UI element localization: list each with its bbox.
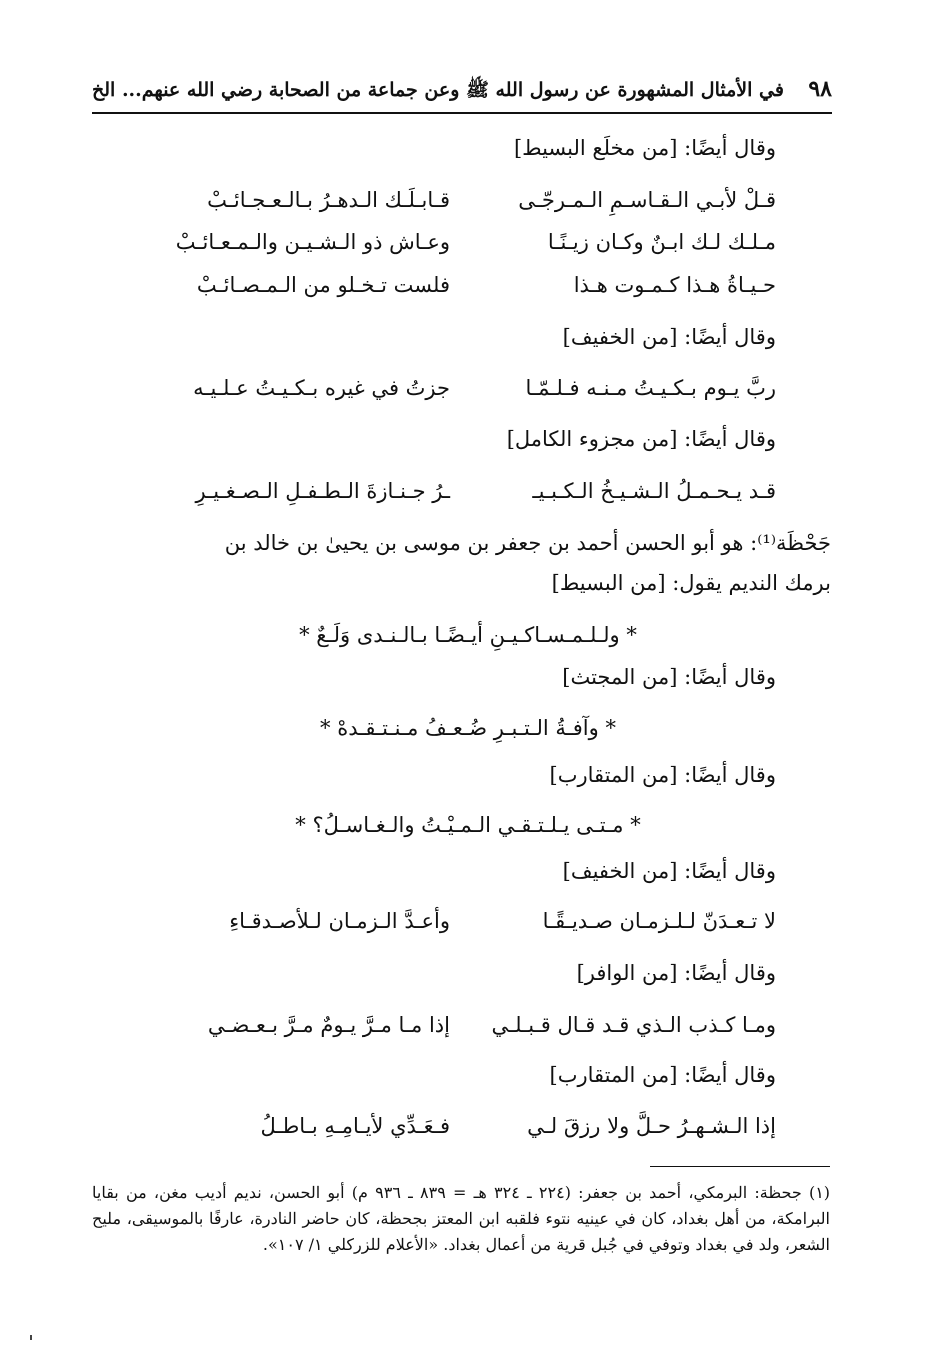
single-hemistich-verse: * وآفـةُ الـتـبـرِ ضُـعـفُ مـنـتـقـدهْ * xyxy=(320,716,616,740)
verse-first-hemistich: مـلـك لـك ابـنٌ وكـان زيـنًـا xyxy=(547,230,776,254)
page-header xyxy=(92,76,832,110)
verse-intro: وقال أيضًا: [من الوافر] xyxy=(576,961,776,985)
verse-intro: وقال أيضًا: [من مخلَع البسيط] xyxy=(513,136,776,160)
verse-first-hemistich: ربَّ يـوم بـكـيـتُ مـنـه فـلـمّـا xyxy=(525,376,776,400)
verse-second-hemistich: جزتُ في غيره بـكـيـتُ عـلـيـه xyxy=(193,376,450,400)
verse-second-hemistich: فـعَـدِّي لأيـامِـهِ بـاطـلُ xyxy=(260,1114,450,1138)
running-title: في الأمثال المشهورة عن رسول الله ﷺ وعن جماعة من الصحابة رضي الله عنهم... الخ xyxy=(92,79,784,101)
verse-second-hemistich: ـرُ جـنـازةَ الـطـفـلِ الـصـغـيـرِ xyxy=(195,479,450,503)
verse-first-hemistich: حـيـاةُ هـذا كـمـوت هـذا xyxy=(573,273,776,297)
single-hemistich-verse: * مـتـى يـلـتـقـي الـمـيْـتُ والـغـاسـلُ؟ * xyxy=(295,813,641,837)
verse-intro: وقال أيضًا: [من الخفيف] xyxy=(562,325,776,349)
verse-first-hemistich: قـد يـحـمـلُ الـشـيـخُ الـكـبـيـ xyxy=(532,479,776,503)
biography-line: برمك النديم يقول: [من البسيط] xyxy=(551,571,831,595)
footnote-divider xyxy=(650,1166,830,1167)
header-divider xyxy=(92,112,832,114)
verse-second-hemistich: وأعـدَّ الـزمـان لـلأصـدقـاءِ xyxy=(229,909,450,933)
scan-speck xyxy=(30,1335,32,1340)
verse-second-hemistich: فلست تـخـلو من الـمـصـائـبْ xyxy=(196,273,450,297)
single-hemistich-verse: * ولـلـمـسـاكـيـنِ أيـضًـا بـالـنـدى وَلَـعٌ * xyxy=(299,623,637,647)
verse-first-hemistich: ومـا كـذب الـذي قـد قـال قـبـلـي xyxy=(491,1013,776,1037)
biography-line: جَحْظَة⁽¹⁾: هو أبو الحسن أحمد بن جعفر بن موسى بن يحيىٰ بن خالد بن xyxy=(224,531,831,555)
footnote: (١) جحظة: البرمكي، أحمد بن جعفر: (٢٢٤ ـ ٣٢٤ هـ = ٨٣٩ ـ ٩٣٦ م) أبو الحسن، نديم أديب مغن، من بقايا البرامكة، من أهل بغداد، كان في عينيه نتوء فلقبه ابن المعتز بجحظة، كان حاضر النادرة، عارفًا بالموسيقى، مليح الشعر، ولد في بغداد وتوفي في جُبل قرية من أعمال بغداد. «الأعلام للزركلي ١/ ١٠٧». xyxy=(92,1183,831,1254)
verse-second-hemistich: وعـاش ذو الـشـيـن والـمـعـائـبْ xyxy=(175,230,450,254)
verse-intro: وقال أيضًا: [من المجتث] xyxy=(562,665,776,689)
verse-first-hemistich: إذا الـشـهـرُ حـلَّ ولا رزقَ لـي xyxy=(527,1114,776,1138)
verse-second-hemistich: إذا مـا مـرَّ يـومٌ مـرَّ بـعـضـي xyxy=(207,1013,450,1037)
verse-second-hemistich: قـابـلَـك الـدهـرُ بـالـعـجـائـبْ xyxy=(207,188,450,212)
verse-intro: وقال أيضًا: [من المتقارب] xyxy=(549,1063,776,1087)
verse-first-hemistich: لا تـعـدَنّ لـلـزمـان صـديـقًـا xyxy=(542,909,776,933)
verse-first-hemistich: قـلْ لأبـي الـقـاسـمِ الـمـرجّـى xyxy=(518,188,776,212)
verse-intro: وقال أيضًا: [من الخفيف] xyxy=(562,859,776,883)
verse-intro: وقال أيضًا: [من مجزوء الكامل] xyxy=(506,427,776,451)
verse-intro: وقال أيضًا: [من المتقارب] xyxy=(549,763,776,787)
page-number: ٩٨ xyxy=(808,76,832,102)
